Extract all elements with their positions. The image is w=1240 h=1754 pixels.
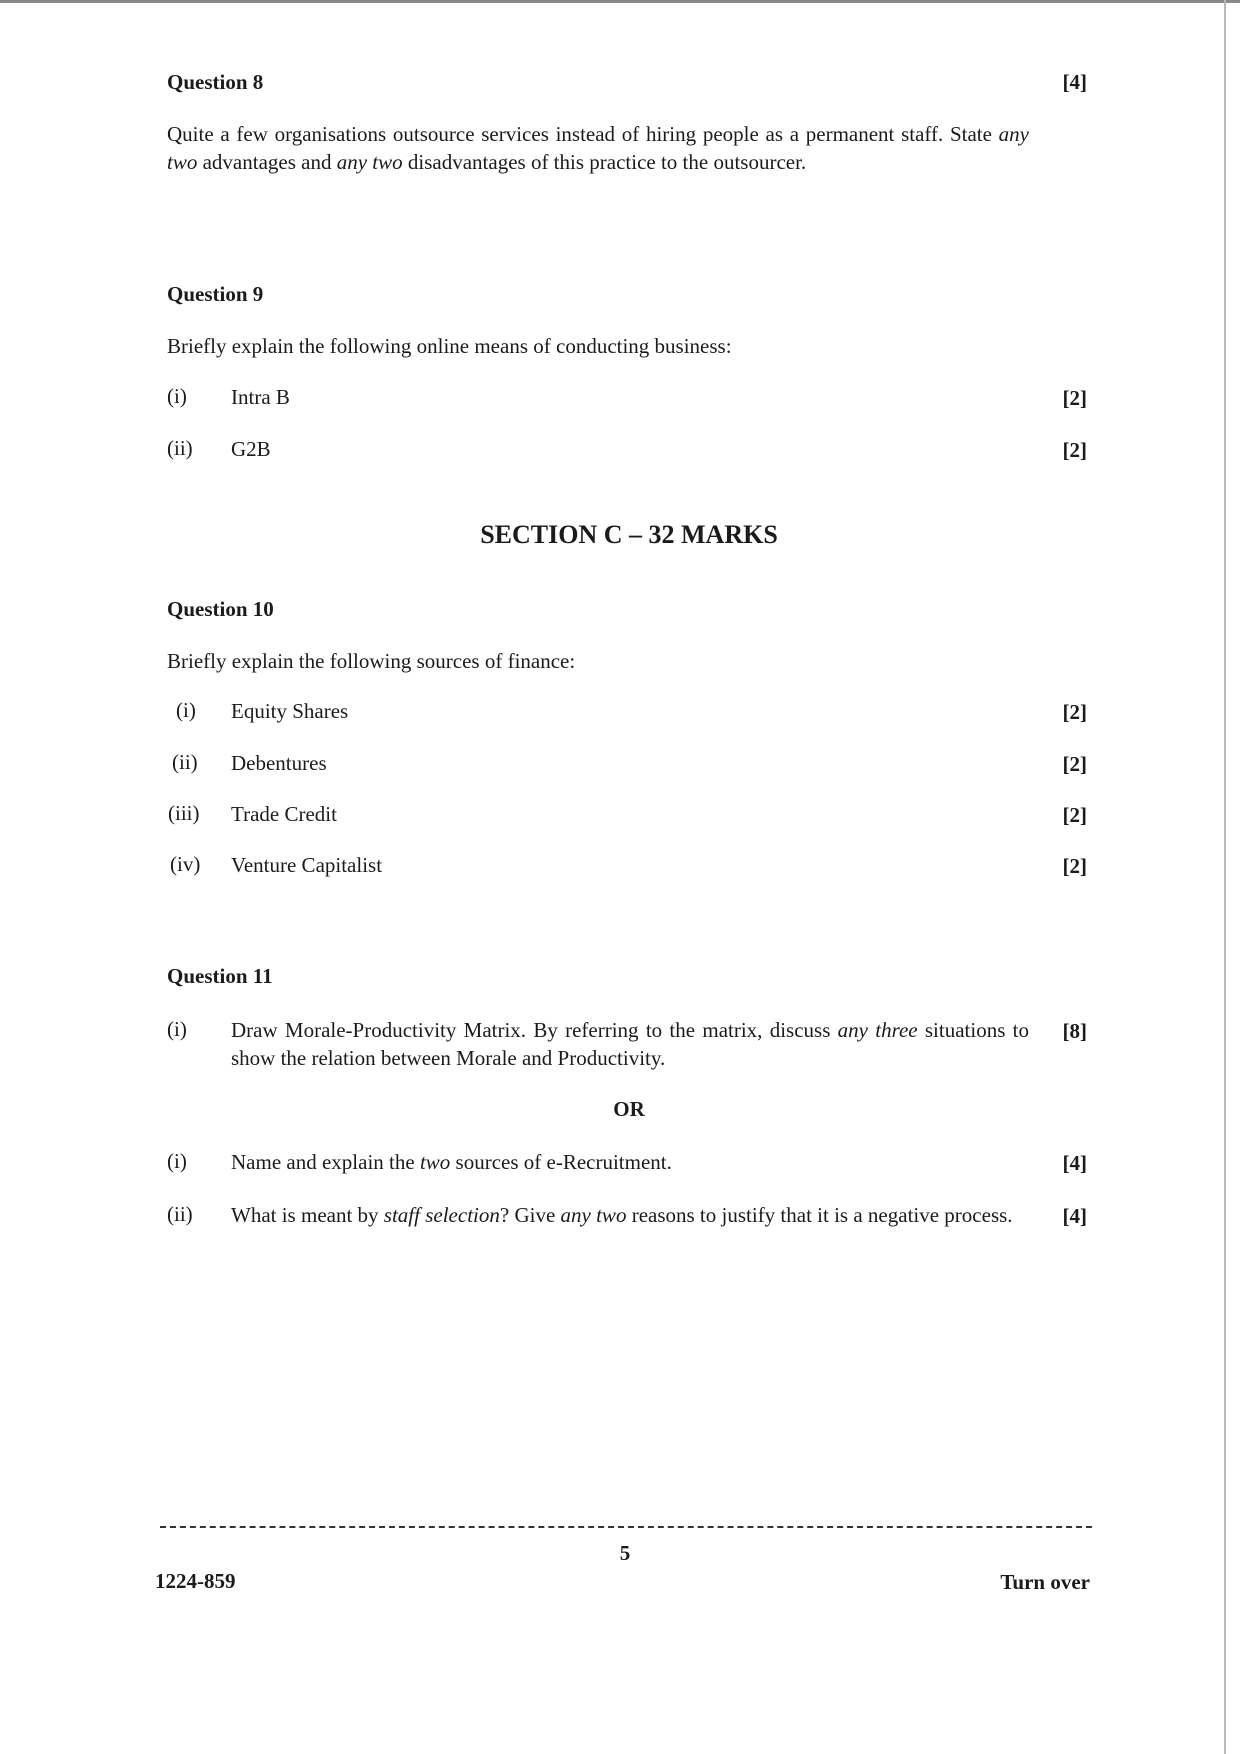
q11-text-part: Draw Morale-Productivity Matrix. By referring to the matrix, discuss: [231, 1018, 838, 1042]
q9-item-text: Intra B: [231, 385, 290, 409]
q8-text-part: Quite a few organisations outsource services instead of hiring people as a permanent staff. State: [167, 122, 999, 146]
q11-text-part: What is meant by: [231, 1203, 384, 1227]
q11-part-b1-marks: [4]: [1062, 1151, 1087, 1175]
question-8-marks: [4]: [1062, 70, 1087, 94]
top-edge-line: [0, 0, 1240, 3]
q11-emphasis: any two: [560, 1203, 627, 1227]
q11-part-a-marks: [8]: [1062, 1019, 1087, 1043]
q11-part-b1-text: [231, 1148, 672, 1176]
q8-emphasis: any two: [336, 150, 403, 174]
q10-item-text: Trade Credit: [231, 802, 337, 826]
q11-text-part: sources of e-Recruitment.: [450, 1150, 672, 1174]
q11-text-part: situations to show the relation between Morale and Productivity.: [231, 1018, 1029, 1070]
q9-item-number: (ii): [167, 436, 193, 460]
question-9-intro: Briefly explain the following online means of conducting business:: [167, 334, 732, 358]
question-10-intro: Briefly explain the following sources of finance:: [167, 649, 576, 673]
q9-item-marks: [2]: [1062, 386, 1087, 410]
question-10-title: Question 10: [167, 597, 274, 621]
q10-item-number: (iii): [168, 801, 200, 825]
question-8-text: [167, 120, 1029, 176]
turn-over-label: Turn over: [1000, 1570, 1090, 1594]
or-divider-label: OR: [613, 1097, 645, 1121]
q9-item-number: (i): [167, 384, 187, 408]
q11-part-number: (ii): [167, 1202, 193, 1226]
q11-part-number: (i): [167, 1149, 187, 1173]
q10-item-number: (iv): [170, 852, 201, 876]
question-9-title: Question 9: [167, 282, 264, 306]
paper-code: 1224-859: [155, 1569, 236, 1593]
question-11-title: Question 11: [167, 964, 273, 988]
q10-item-number: (i): [176, 698, 196, 722]
q8-emphasis: any two: [167, 122, 1029, 174]
right-edge-line: [1224, 0, 1226, 1754]
q10-item-marks: [2]: [1062, 700, 1087, 724]
q10-item-marks: [2]: [1062, 854, 1087, 878]
q10-item-marks: [2]: [1062, 752, 1087, 776]
q11-emphasis: any three: [837, 1018, 918, 1042]
q10-item-text: Venture Capitalist: [231, 853, 383, 877]
q9-item-marks: [2]: [1062, 438, 1087, 462]
q11-part-b2-marks: [4]: [1062, 1204, 1087, 1228]
q8-text-part: disadvantages of this practice to the outsourcer.: [402, 150, 807, 174]
question-8-title: Question 8: [167, 70, 264, 94]
q9-item-text: G2B: [231, 437, 271, 461]
footer-dashed-rule: [160, 1526, 1092, 1528]
q11-part-b2-text: [231, 1201, 1029, 1229]
page-number: 5: [619, 1541, 631, 1565]
q11-text-part: Name and explain the: [231, 1150, 420, 1174]
q11-part-number: (i): [167, 1017, 187, 1041]
q10-item-marks: [2]: [1062, 803, 1087, 827]
q10-item-number: (ii): [172, 750, 198, 774]
q10-item-text: Equity Shares: [231, 699, 349, 723]
q8-text-part: advantages and: [197, 150, 337, 174]
q11-text-part: reasons to justify that it is a negative process.: [626, 1203, 1013, 1227]
section-c-heading: SECTION C – 32 MARKS: [480, 520, 778, 549]
q11-part-a-text: [231, 1016, 1029, 1072]
q11-emphasis: two: [419, 1150, 451, 1174]
q11-emphasis: staff selection: [383, 1203, 500, 1227]
q10-item-text: Debentures: [231, 751, 327, 775]
q11-text-part: ? Give: [499, 1203, 561, 1227]
